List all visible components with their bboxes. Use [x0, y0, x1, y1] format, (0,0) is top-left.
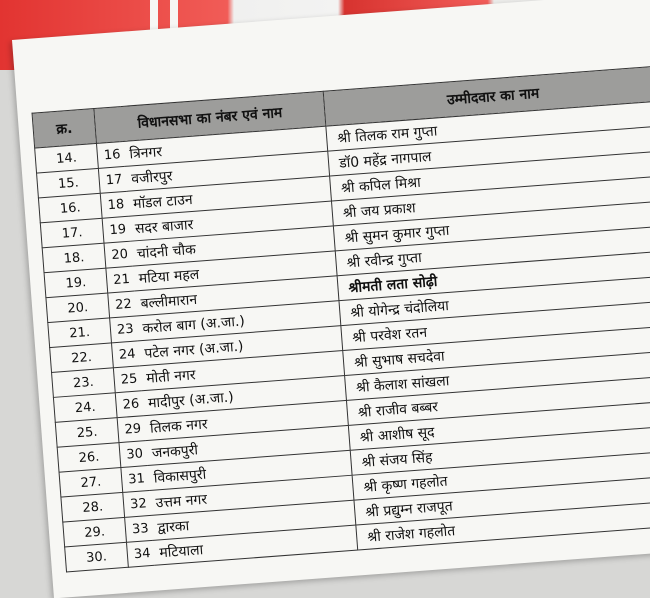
candidate-name-cell: श्री आशीष सूद	[348, 400, 650, 450]
serial-cell: 15.	[37, 168, 101, 198]
document-page	[12, 0, 650, 598]
constituency-number-cell: 17	[98, 166, 126, 193]
candidate-name-cell: श्री प्रद्युम्न राजपूत	[354, 475, 650, 525]
constituency-name-cell: त्रिनगर	[122, 126, 327, 166]
candidate-name-cell: श्री राजीव बब्बर	[346, 375, 650, 425]
candidate-list-table-wrap	[32, 66, 650, 573]
serial-cell: 21.	[48, 318, 112, 348]
constituency-name-cell: तिलक नगर	[143, 400, 348, 440]
constituency-name-cell: उत्तम नगर	[149, 475, 354, 515]
serial-cell: 14.	[35, 143, 99, 173]
candidate-list-table	[32, 65, 650, 572]
constituency-name-cell: द्वारका	[151, 500, 356, 540]
serial-cell: 25.	[55, 418, 119, 448]
constituency-number-cell: 22	[108, 291, 136, 318]
constituency-name-cell: मोती नगर	[139, 351, 344, 391]
serial-cell: 29.	[63, 517, 127, 547]
table-body	[35, 101, 650, 572]
candidate-name-cell: डॉ0 महेंद्र नागपाल	[328, 126, 650, 176]
serial-cell: 27.	[59, 468, 123, 498]
constituency-name-cell: सदर बाजार	[128, 201, 333, 241]
constituency-number-cell: 34	[126, 540, 154, 567]
serial-cell: 26.	[57, 443, 121, 473]
constituency-name-cell: मादीपुर (अ.जा.)	[141, 376, 346, 416]
serial-cell: 19.	[44, 268, 108, 298]
candidate-name-cell: श्री संजय सिंह	[350, 425, 650, 475]
candidate-name-cell: श्री कपिल मिश्रा	[330, 151, 650, 201]
constituency-name-cell: वजीरपुर	[124, 151, 329, 191]
constituency-name-cell: विकासपुरी	[147, 450, 352, 490]
candidate-name-cell: श्री कृष्ण गहलोत	[352, 450, 650, 500]
serial-cell: 20.	[46, 293, 110, 323]
serial-cell: 24.	[53, 393, 117, 423]
constituency-number-cell: 32	[123, 491, 151, 518]
candidate-name-cell: श्री राजेश गहलोत	[356, 500, 650, 550]
candidate-name-cell: श्री सुभाष सचदेवा	[343, 325, 650, 375]
candidate-name-cell: श्रीमती लता सोढ़ी	[337, 250, 650, 300]
constituency-number-cell: 30	[119, 441, 147, 468]
serial-cell: 22.	[50, 343, 114, 373]
constituency-name-cell: पटेल नगर (अ.जा.)	[137, 326, 342, 366]
constituency-number-cell: 29	[117, 416, 145, 443]
serial-cell: 23.	[52, 368, 116, 398]
constituency-number-cell: 25	[113, 366, 141, 393]
constituency-name-cell: मॉडल टाउन	[126, 176, 331, 216]
header-candidate: उम्मीदवार का नाम	[323, 66, 650, 126]
constituency-name-cell: मटिया महल	[132, 251, 337, 291]
candidate-name-cell: श्री तिलक राम गुप्ता	[326, 101, 650, 151]
serial-cell: 18.	[42, 243, 106, 273]
constituency-number-cell: 16	[96, 142, 124, 169]
serial-cell: 30.	[65, 542, 129, 572]
serial-cell: 28.	[61, 492, 125, 522]
header-constituency: विधानसभा का नंबर एवं नाम	[94, 91, 326, 143]
constituency-number-cell: 33	[125, 515, 153, 542]
constituency-number-cell: 24	[111, 341, 139, 368]
constituency-name-cell: चांदनी चौक	[130, 226, 335, 266]
constituency-number-cell: 21	[106, 266, 134, 293]
constituency-number-cell: 19	[102, 216, 130, 243]
serial-cell: 17.	[40, 218, 104, 248]
constituency-number-cell: 26	[115, 391, 143, 418]
candidate-name-cell: श्री सुमन कुमार गुप्ता	[333, 201, 650, 251]
candidate-name-cell: श्री योगेन्द्र चंदोलिया	[339, 275, 650, 325]
constituency-name-cell: जनकपुरी	[145, 425, 350, 465]
constituency-number-cell: 31	[121, 466, 149, 493]
constituency-number-cell: 18	[100, 191, 128, 218]
constituency-number-cell: 23	[110, 316, 138, 343]
header-serial: क्र.	[32, 109, 96, 149]
constituency-name-cell: मटियाला	[152, 525, 357, 565]
constituency-name-cell: करोल बाग (अ.जा.)	[136, 301, 341, 341]
constituency-name-cell: बल्लीमारान	[134, 276, 339, 316]
serial-cell: 16.	[38, 193, 102, 223]
constituency-number-cell: 20	[104, 241, 132, 268]
candidate-name-cell: श्री परवेश रतन	[341, 300, 650, 350]
candidate-name-cell: श्री रवीन्द्र गुप्ता	[335, 226, 650, 276]
candidate-name-cell: श्री कैलाश सांखला	[345, 350, 650, 400]
candidate-name-cell: श्री जय प्रकाश	[331, 176, 650, 226]
